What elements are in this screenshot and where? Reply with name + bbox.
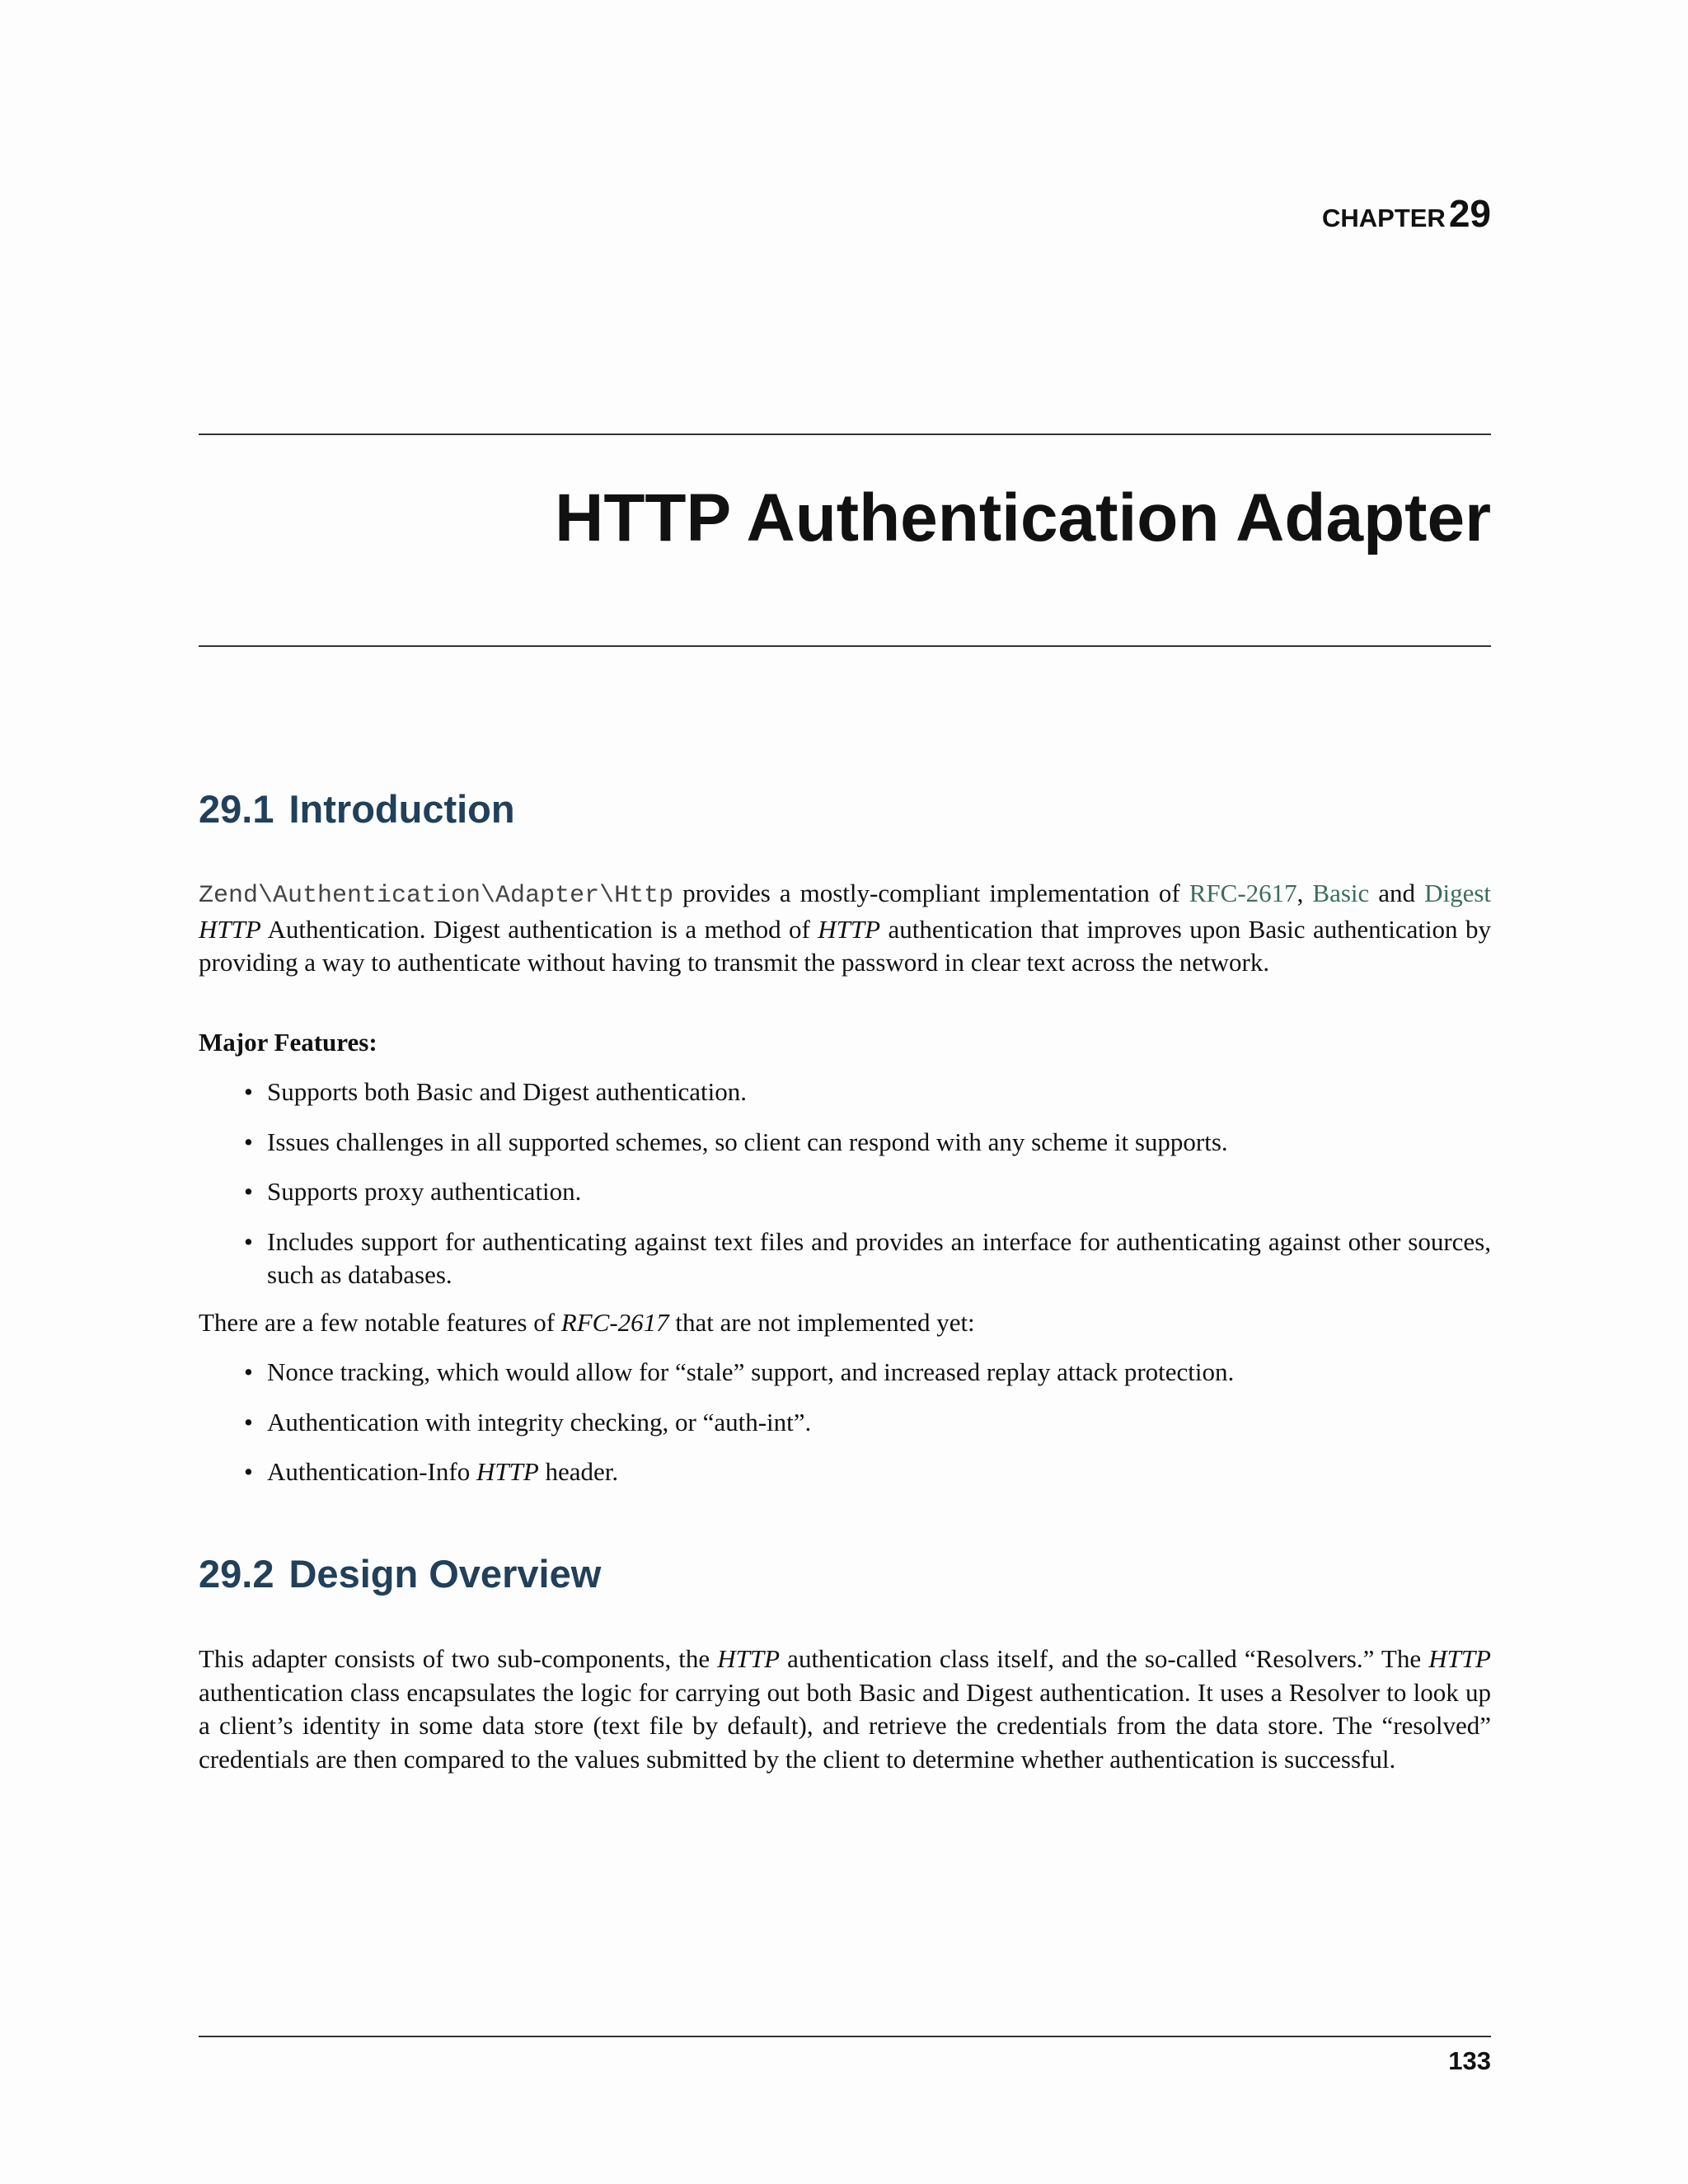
chapter-label: [1322, 191, 1491, 236]
document-page: [199, 0, 1491, 2184]
intro-text: provides a mostly-compliant implementation of: [673, 879, 1189, 907]
list-item: [199, 1076, 1491, 1109]
link-rfc-2617[interactable]: RFC-2617: [1189, 879, 1297, 907]
major-features-list: [199, 1076, 1491, 1309]
section-title: Introduction: [288, 787, 515, 831]
section-number: 29.1: [199, 787, 274, 831]
list-item: [199, 1406, 1491, 1440]
design-overview-paragraph: [199, 1643, 1491, 1776]
chapter-number: 29: [1448, 192, 1491, 235]
bullet-icon: •: [244, 1457, 253, 1486]
section-number: 29.2: [199, 1552, 274, 1596]
bullet-icon: •: [244, 1357, 253, 1386]
link-basic[interactable]: Basic: [1312, 879, 1370, 907]
list-item-text: Supports proxy authentication.: [267, 1177, 582, 1206]
link-digest[interactable]: Digest: [1424, 879, 1492, 907]
list-item-text: Nonce tracking, which would allow for “stale” support, and increased replay attack protection.: [267, 1357, 1235, 1386]
list-item-text: Supports both Basic and Digest authentication.: [267, 1077, 748, 1106]
notable-text: There are a few notable features of: [199, 1308, 561, 1337]
emphasis-rfc-2617: RFC-2617: [560, 1308, 669, 1337]
emphasis-http: HTTP: [476, 1457, 539, 1486]
intro-paragraph: [199, 877, 1491, 980]
page-number: 133: [1448, 2046, 1491, 2075]
intro-text: and: [1369, 879, 1425, 907]
chapter-label-text: CHAPTER: [1321, 204, 1446, 232]
bullet-icon: •: [244, 1177, 253, 1206]
section-heading-design-overview: [199, 1552, 602, 1596]
list-item-text: Authentication with integrity checking, or “auth-int”.: [267, 1407, 812, 1436]
bullet-icon: •: [244, 1077, 253, 1106]
list-item-text: header.: [538, 1457, 619, 1486]
list-item: [199, 1226, 1491, 1292]
list-item: [199, 1126, 1491, 1160]
notable-features-paragraph: [199, 1306, 1491, 1340]
section-title: Design Overview: [288, 1552, 602, 1596]
emphasis-http: HTTP: [717, 1644, 781, 1673]
bullet-icon: •: [244, 1407, 253, 1436]
list-item-text: Issues challenges in all supported schemes, so client can respond with any scheme it supports.: [267, 1127, 1228, 1156]
emphasis-http: HTTP: [1428, 1644, 1491, 1673]
class-name-code: Zend\Authentication\Adapter\Http: [199, 882, 674, 910]
list-item-text: Includes support for authenticating against text files and provides an interface for authenticating against other sources, such as databases.: [267, 1226, 1491, 1289]
list-item: [199, 1175, 1491, 1209]
intro-text: Authentication. Digest authentication is a method of: [260, 914, 818, 944]
bullet-icon: •: [244, 1226, 253, 1256]
list-item-text: Authentication-Info: [267, 1457, 476, 1486]
section-heading-introduction: [199, 787, 515, 831]
title-bottom-rule: [199, 645, 1491, 647]
emphasis-http: HTTP: [199, 914, 261, 944]
chapter-title: HTTP Authentication Adapter: [555, 480, 1491, 555]
intro-text: ,: [1296, 879, 1313, 907]
design-text: authentication class encapsulates the logic for carrying out both Basic and Digest authentication. It uses a Resolver to look up a client’s identity in some data store (text file by default), and retrieve the credentials from the data store. The “resolved” credentials are then compared to the values submitted by the client to determine whether authentication is successful.: [199, 1677, 1491, 1774]
not-implemented-list: [199, 1356, 1491, 1506]
design-text: This adapter consists of two sub-components, the: [199, 1644, 718, 1673]
bullet-icon: •: [244, 1127, 253, 1156]
emphasis-http: HTTP: [818, 914, 881, 944]
intro-text: authentication that improves upon Basic authentication by providing a way to authenticate without having to transmit the password in clear text across the network.: [199, 914, 1491, 977]
list-item: [199, 1455, 1491, 1489]
title-top-rule: [199, 434, 1491, 435]
major-features-label: Major Features:: [199, 1028, 377, 1057]
list-item: [199, 1356, 1491, 1390]
design-text: authentication class itself, and the so-called “Resolvers.” The: [780, 1644, 1429, 1673]
footer-rule: [199, 2036, 1491, 2037]
notable-text: that are not implemented yet:: [668, 1308, 975, 1337]
